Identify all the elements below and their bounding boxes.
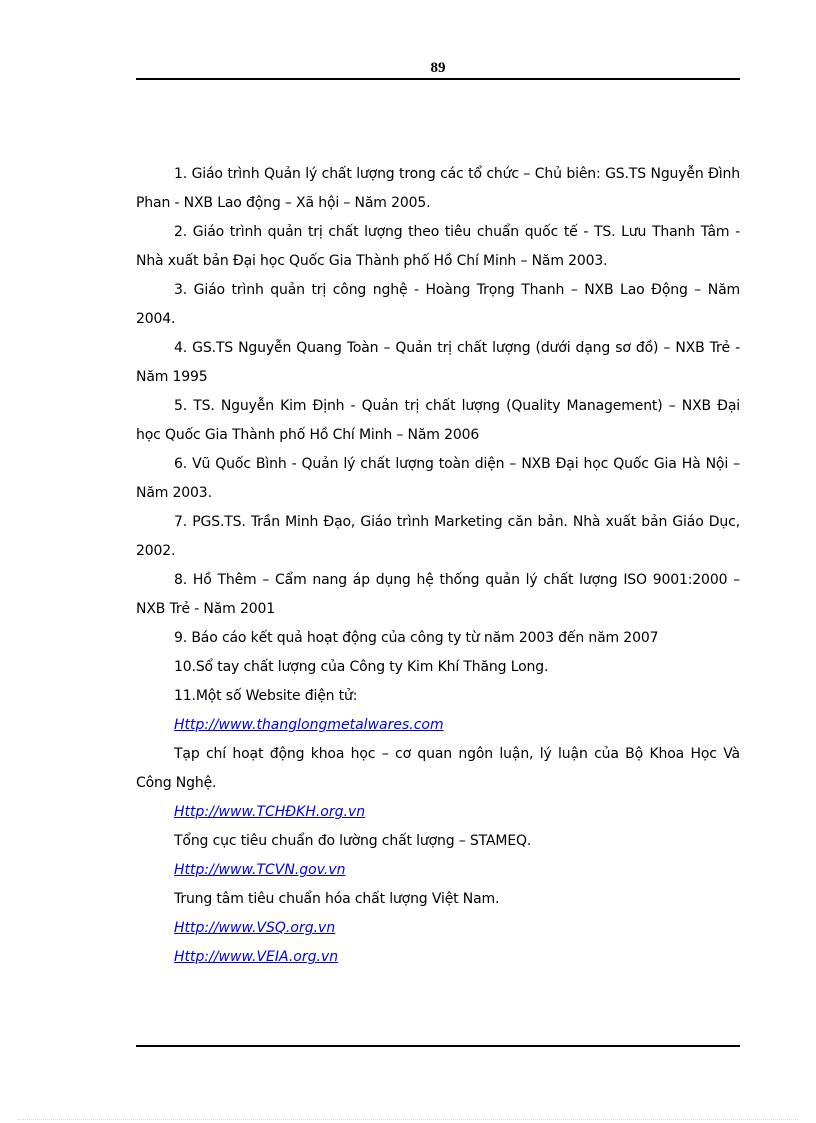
reference-item: 8. Hồ Thêm – Cẩm nang áp dụng hệ thống quản lý chất lượng ISO 9001:2000 – NXB Trẻ - Năm 2001 (136, 572, 740, 617)
page-number: 89 (430, 60, 446, 76)
reference-item: 2. Giáo trình quản trị chất lượng theo tiêu chuẩn quốc tế - TS. Lưu Thanh Tâm - Nhà xuất bản Đại học Quốc Gia Thành phố Hồ Chí Minh – Năm 2003. (136, 224, 740, 269)
reference-item: 4. GS.TS Nguyễn Quang Toàn – Quản trị chất lượng (dưới dạng sơ đồ) – NXB Trẻ - Năm 1995 (136, 340, 740, 385)
website-description: Tạp chí hoạt động khoa học – cơ quan ngôn luận, lý luận của Bộ Khoa Học Và Công Nghệ. (136, 746, 740, 791)
reference-item: 5. TS. Nguyễn Kim Định - Quản trị chất lượng (Quality Management) – NXB Đại học Quốc Gia Thành phố Hồ Chí Minh – Năm 2006 (136, 398, 740, 443)
website-description: Tổng cục tiêu chuẩn đo lường chất lượng – STAMEQ. (174, 833, 532, 849)
references-list (136, 160, 740, 972)
website-link[interactable]: Http://www.VSQ.org.vn (174, 920, 336, 936)
website-link[interactable]: Http://www.VEIA.org.vn (174, 949, 339, 965)
website-link[interactable]: Http://www.TCHĐKH.org.vn (174, 804, 366, 820)
reference-item: 11.Một số Website điện tử: (174, 688, 358, 704)
website-description: Trung tâm tiêu chuẩn hóa chất lượng Việt Nam. (174, 891, 500, 907)
website-link[interactable]: Http://www.thanglongmetalwares.com (174, 717, 444, 733)
reference-item: 3. Giáo trình quản trị công nghệ - Hoàng Trọng Thanh – NXB Lao Động – Năm 2004. (136, 282, 740, 327)
reference-item: 9. Báo cáo kết quả hoạt động của công ty từ năm 2003 đến năm 2007 (174, 630, 659, 646)
reference-item: 6. Vũ Quốc Bình - Quản lý chất lượng toàn diện – NXB Đại học Quốc Gia Hà Nội – Năm 2003. (136, 456, 740, 501)
footer-rule (136, 1045, 740, 1047)
page-edge-divider (18, 1119, 798, 1120)
reference-item: 1. Giáo trình Quản lý chất lượng trong các tổ chức – Chủ biên: GS.TS Nguyễn Đình Phan - NXB Lao động – Xã hội – Năm 2005. (136, 166, 740, 211)
website-link[interactable]: Http://www.TCVN.gov.vn (174, 862, 346, 878)
reference-item: 10.Sổ tay chất lượng của Công ty Kim Khí Thăng Long. (174, 659, 549, 675)
reference-item: 7. PGS.TS. Trần Minh Đạo, Giáo trình Marketing căn bản. Nhà xuất bản Giáo Dục, 2002. (136, 514, 740, 559)
header-rule (136, 78, 740, 80)
